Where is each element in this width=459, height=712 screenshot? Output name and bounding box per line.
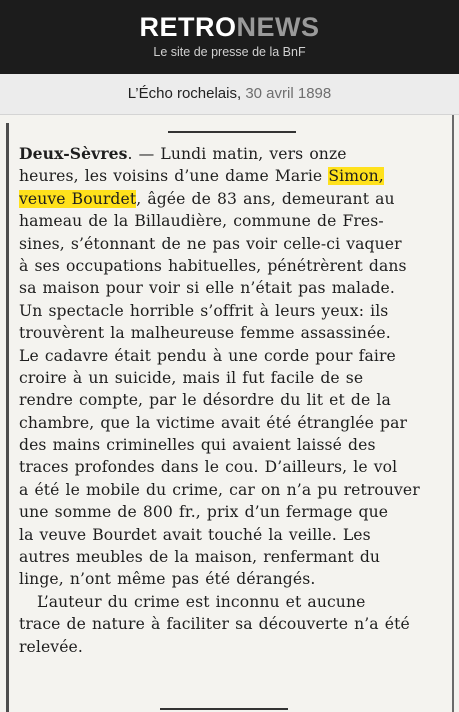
line-text: relevée.	[19, 637, 83, 656]
publication-name[interactable]: L’Écho rochelais	[127, 85, 237, 102]
article-line	[19, 300, 446, 322]
article-text	[19, 143, 446, 658]
separator-rule-top	[168, 131, 296, 133]
line-text: sa maison pour voir si elle n’était pas malade.	[19, 279, 395, 298]
line-text: linge, n’ont même pas été dérangés.	[19, 570, 316, 589]
retronews-logo[interactable]	[0, 12, 459, 42]
article-line	[19, 479, 446, 501]
article-line	[19, 188, 446, 210]
highlighted-term: Simon,	[328, 167, 384, 186]
article-line	[19, 613, 446, 635]
article-line	[19, 389, 446, 411]
line-text: . — Lundi matin, vers onze	[127, 145, 347, 163]
line-text: Un spectacle horrible s’offrit à leurs yeux: ils	[19, 301, 389, 320]
column-border-right	[452, 115, 454, 712]
article-line	[19, 143, 446, 165]
line-text: a été le mobile du crime, car on n’a pu retrouver	[19, 480, 420, 499]
line-text: hameau de la Billaudière, commune de Fres-	[19, 212, 384, 231]
article-line	[19, 233, 446, 255]
line-text: à ses occupations habituelles, pénétrèrent dans	[19, 256, 407, 275]
article-line	[19, 636, 446, 658]
newspaper-scan	[0, 115, 459, 712]
article-line	[19, 322, 446, 344]
line-text: traces profondes dans le cou. D’ailleurs, le vol	[19, 458, 398, 477]
article-line	[19, 210, 446, 232]
column-border-left	[6, 123, 9, 712]
article-line	[19, 568, 446, 590]
line-text: des mains criminelles qui avaient laissé des	[19, 436, 376, 455]
article-line	[19, 434, 446, 456]
article-line	[19, 367, 446, 389]
publication-bar	[0, 74, 459, 115]
site-tagline: Le site de presse de la BnF	[153, 45, 306, 59]
highlighted-term: veuve Bourdet	[19, 189, 137, 208]
publication-date[interactable]: 30 avril 1898	[245, 85, 332, 102]
article-line	[19, 591, 446, 613]
article-line	[19, 345, 446, 367]
line-text: trouvèrent la malheureuse femme assassinée.	[19, 324, 391, 343]
publication-separator: ,	[236, 85, 246, 102]
article-line	[19, 412, 446, 434]
logo-part-retro: RETRO	[139, 12, 237, 42]
line-text: sines, s’étonnant de ne pas voir celle-ci vaquer	[19, 234, 402, 253]
line-text: heures, les voisins d’une dame Marie	[19, 167, 329, 186]
article-line	[19, 255, 446, 277]
line-text: autres meubles de la maison, renfermant du	[19, 548, 381, 567]
site-header	[0, 0, 459, 74]
article-line	[19, 501, 446, 523]
line-text: une somme de 800 fr., prix d’un fermage que	[19, 503, 389, 522]
line-text: la veuve Bourdet avait touché la veille. Les	[19, 525, 371, 544]
line-text: Le cadavre était pendu à une corde pour faire	[19, 346, 396, 365]
line-text: rendre compte, par le désordre du lit et de la	[19, 391, 391, 410]
article-line	[19, 165, 446, 187]
line-text: L’auteur du crime est inconnu et aucune	[37, 592, 366, 611]
article-line	[19, 524, 446, 546]
line-text: chambre, que la victime avait été étranglée par	[19, 413, 408, 432]
article-line	[19, 277, 446, 299]
article-heading: Deux-Sèvres	[19, 144, 128, 163]
line-text: croire à un suicide, mais il fut facile de se	[19, 368, 364, 387]
article-line	[19, 546, 446, 568]
logo-part-news: NEWS	[236, 12, 320, 42]
line-text: , âgée de 83 ans, demeurant au	[136, 189, 395, 208]
article-line	[19, 456, 446, 478]
separator-rule-bottom	[160, 708, 288, 710]
line-text: trace de nature à faciliter sa découverte n’a été	[19, 615, 410, 634]
